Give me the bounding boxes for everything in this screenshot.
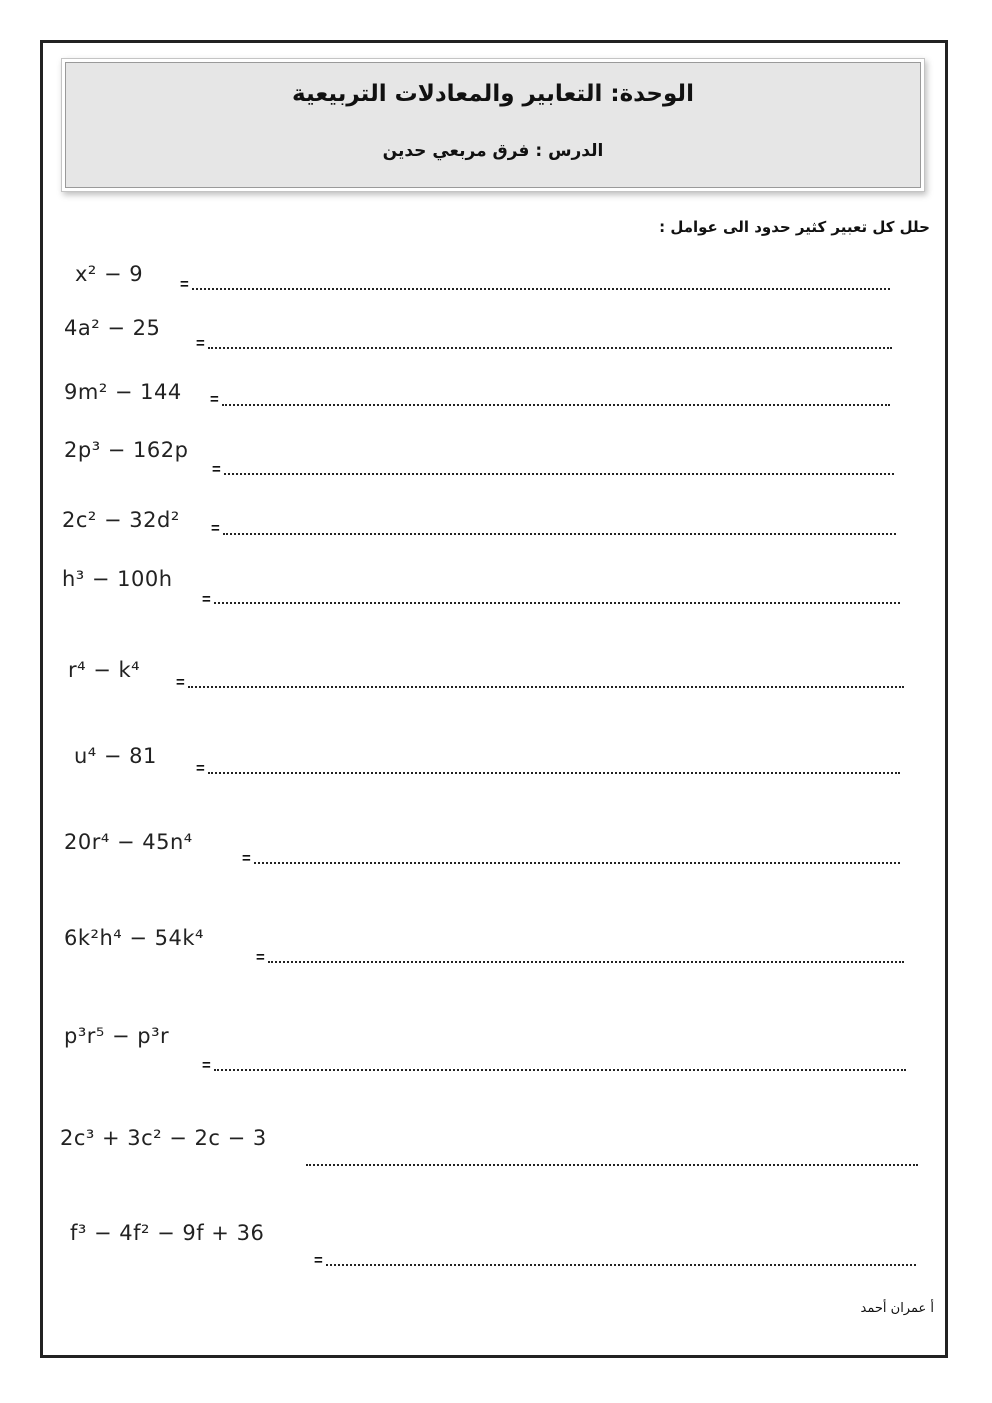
equals-sign-1: =	[180, 276, 189, 293]
equals-sign-11: =	[202, 1057, 211, 1074]
answer-line-4[interactable]	[224, 473, 894, 475]
unit-title: الوحدة: التعابير والمعادلات التربيعية	[292, 81, 694, 107]
answer-line-1[interactable]	[192, 288, 890, 290]
answer-line-7[interactable]	[188, 686, 904, 688]
equals-sign-8: =	[196, 760, 205, 777]
answer-line-13[interactable]	[326, 1264, 916, 1266]
equals-sign-10: =	[256, 949, 265, 966]
exercise-expression-11: p³r⁵ − p³r	[64, 1024, 170, 1048]
equals-sign-3: =	[210, 391, 219, 408]
title-box	[65, 62, 921, 188]
exercise-expression-10: 6k²h⁴ − 54k⁴	[64, 926, 204, 950]
equals-sign-9: =	[242, 850, 251, 867]
equals-sign-2: =	[196, 335, 205, 352]
exercise-expression-4: 2p³ − 162p	[64, 438, 189, 462]
exercise-expression-3: 9m² − 144	[64, 380, 182, 404]
exercise-expression-6: h³ − 100h	[62, 567, 173, 591]
exercise-expression-12: 2c³ + 3c² − 2c − 3	[60, 1126, 267, 1150]
exercise-expression-2: 4a² − 25	[64, 316, 161, 340]
equals-sign-13: =	[314, 1252, 323, 1269]
answer-line-12[interactable]	[306, 1164, 918, 1166]
instruction-text: حلل كل تعبير كثير حدود الى عوامل :	[659, 218, 930, 236]
lesson-title: الدرس : فرق مربعي حدين	[382, 141, 604, 161]
page-border	[40, 40, 948, 1358]
answer-line-2[interactable]	[208, 347, 892, 349]
equals-sign-6: =	[202, 591, 211, 608]
exercise-expression-1: x² − 9	[75, 262, 144, 286]
exercise-expression-9: 20r⁴ − 45n⁴	[64, 830, 193, 854]
answer-line-9[interactable]	[254, 862, 900, 864]
answer-line-11[interactable]	[214, 1069, 906, 1071]
answer-line-5[interactable]	[223, 533, 896, 535]
answer-line-8[interactable]	[208, 772, 900, 774]
equals-sign-5: =	[211, 520, 220, 537]
equals-sign-4: =	[212, 461, 221, 478]
equals-sign-7: =	[176, 674, 185, 691]
exercise-expression-8: u⁴ − 81	[74, 744, 157, 768]
author-name: أ عمران أحمد	[860, 1301, 934, 1316]
answer-line-3[interactable]	[222, 404, 890, 406]
answer-line-6[interactable]	[214, 602, 900, 604]
exercise-expression-5: 2c² − 32d²	[62, 508, 180, 532]
exercise-expression-13: f³ − 4f² − 9f + 36	[70, 1221, 265, 1245]
answer-line-10[interactable]	[268, 961, 904, 963]
exercise-expression-7: r⁴ − k⁴	[68, 658, 141, 682]
